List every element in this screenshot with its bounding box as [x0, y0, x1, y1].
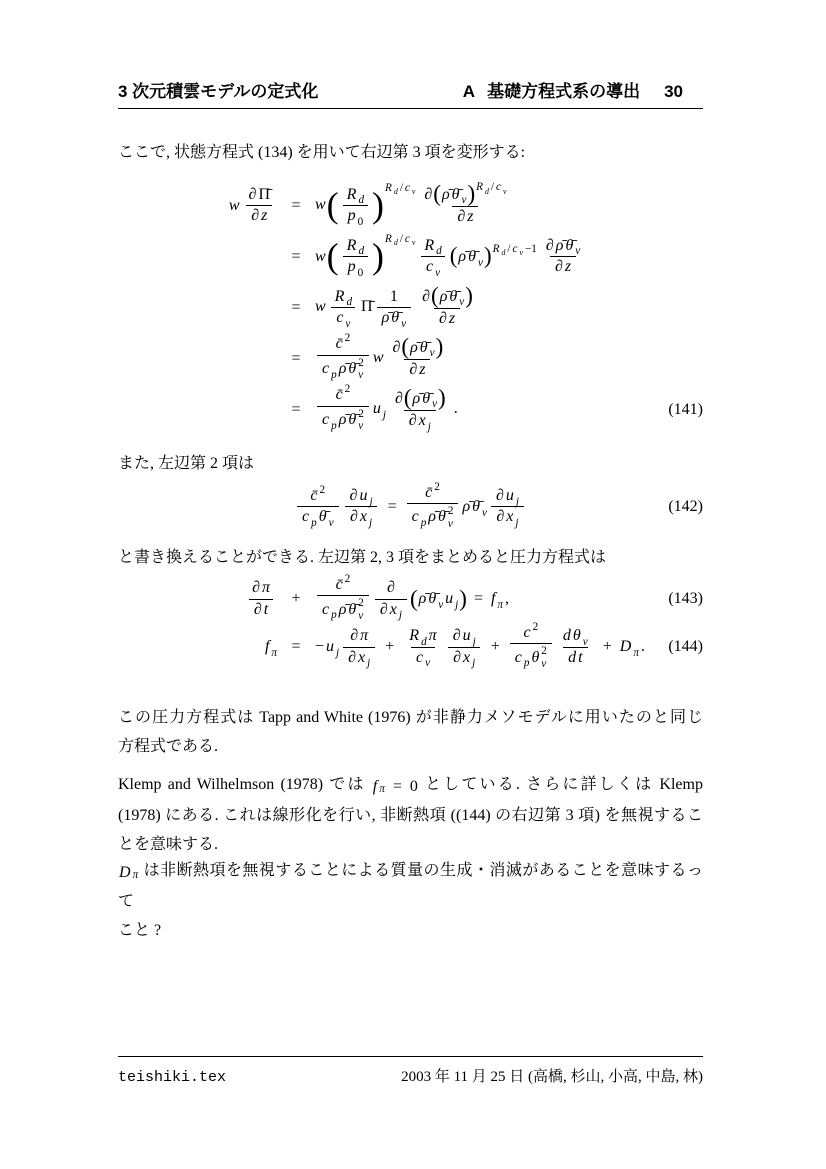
equation-row: [118, 282, 703, 333]
equation-rhs: − u j ∂ π ∂ x j + R d π c v ∂ u j ∂ x j + c 2 c p θ 2 v d θ v d t + D π .: [315, 620, 645, 670]
paragraph-tapp: [118, 703, 703, 761]
page-footer: [118, 1056, 703, 1086]
equation-block-142: [118, 479, 703, 535]
equation-rhs: w R d c v Π̄ 1 ρ̄ θ̄ v ∂ ( ρ̄ θ̄ v ) ∂ z: [315, 283, 473, 330]
text-segment: は非断熱項を無視することによる質量の生成・消滅があることを意味するって: [118, 862, 703, 910]
text-segment: Klemp and Wilhelmson (1978) では: [118, 776, 372, 793]
equation-relation: =: [291, 400, 301, 418]
text-segment: としている. さらに詳しくは Klemp: [418, 776, 703, 793]
paragraph-line: (1978) にある. これは線形化を行い, 非断熱項 ((144) の右辺第 3 項) を無視するこ: [118, 807, 703, 824]
equation-block-141: [118, 180, 703, 435]
page-number: 30: [664, 82, 683, 101]
paragraph-line: この圧力方程式は Tapp and White (1976) が非静力メソモデルに用いたのと同じ: [118, 709, 703, 726]
equation-row: [118, 180, 703, 231]
source-filename: teishiki.tex: [118, 1069, 227, 1086]
paragraph-line: [118, 770, 703, 801]
equation-relation: =: [291, 349, 301, 367]
paragraph-line: [118, 856, 703, 916]
equation-relation: =: [291, 196, 301, 214]
equation-relation: +: [291, 590, 301, 607]
equation-number-141: (141): [668, 400, 703, 418]
equation-number-144: (144): [668, 638, 703, 655]
rewrite-text: と書き換えることができる. 左辺第 2, 3 項をまとめると圧力方程式は: [118, 549, 607, 566]
chapter-title: 3 次元積雲モデルの定式化: [118, 82, 319, 101]
equation-body: c̄ 2 c p θ̄ v ∂ u j ∂ x j = c̄ 2 c p ρ̄ θ̄ 2 v ρ̄ θ̄ v ∂ u j ∂ x j: [294, 483, 527, 531]
inline-math-f-pi: f π = 0: [372, 778, 418, 796]
equation-number-142: (142): [668, 498, 703, 515]
equation-row: [118, 231, 703, 282]
also-text: また, 左辺第 2 項は: [118, 455, 255, 472]
inline-math-d-pi: D π: [119, 864, 139, 882]
equation-block-143-144: [118, 572, 703, 671]
page-header: [118, 82, 703, 109]
paragraph-dpi: [118, 856, 703, 945]
equation-lhs: f π: [264, 638, 277, 660]
equation-row: [118, 384, 703, 435]
paragraph-line: 方程式である.: [118, 738, 219, 755]
equation-lhs: w ∂ Π̄ ∂ z: [118, 185, 278, 227]
equation-relation: =: [291, 298, 301, 316]
section-header: [463, 82, 703, 102]
equation-relation: =: [291, 638, 301, 655]
equation-rhs: c̄ 2 c p ρ̄ θ̄ 2 v u j ∂ ( ρ̄ θ̄ v ) ∂ x j .: [314, 385, 459, 433]
intro-text: ここで, 状態方程式 (134) を用いて右辺第 3 項を変形する:: [118, 144, 526, 161]
equation-row: [118, 572, 703, 623]
date-authors: 2003 年 11 月 25 日 (高橋, 杉山, 小高, 中島, 林): [401, 1069, 703, 1085]
equation-relation: =: [291, 247, 301, 265]
equation-row: [118, 479, 703, 535]
equation-rhs: w ( R d p 0 ) R d / c v ∂ ( ρ̄ θ̄ v ) R d / c v ∂ z: [315, 181, 507, 228]
appendix-letter: A: [462, 82, 476, 101]
equation-rhs: w ( R d p 0 ) R d / c v R d c v ( ρ̄ θ̄ v ) R d / c v −1 ∂ ρ̄ θ̄ v ∂ z: [315, 232, 581, 279]
equation-row: [118, 620, 703, 671]
paragraph-line: こと ?: [118, 922, 162, 939]
paragraph-line: とを意味する.: [118, 836, 219, 853]
equation-rhs: c̄ 2 c p ρ̄ θ̄ 2 v w ∂ ( ρ̄ θ̄ v ) ∂ z: [314, 334, 450, 382]
equation-row: [118, 333, 703, 384]
equation-number-143: (143): [668, 590, 703, 607]
equation-lhs: ∂ π ∂ t: [118, 578, 278, 620]
section-title: 基礎方程式系の導出: [487, 82, 641, 101]
equation-rhs: c̄ 2 c p ρ̄ θ̄ 2 v ∂ ∂ x j ( ρ̄ θ̄ v u j ) = f π ,: [314, 575, 510, 623]
paragraph-klemp: [118, 770, 703, 859]
